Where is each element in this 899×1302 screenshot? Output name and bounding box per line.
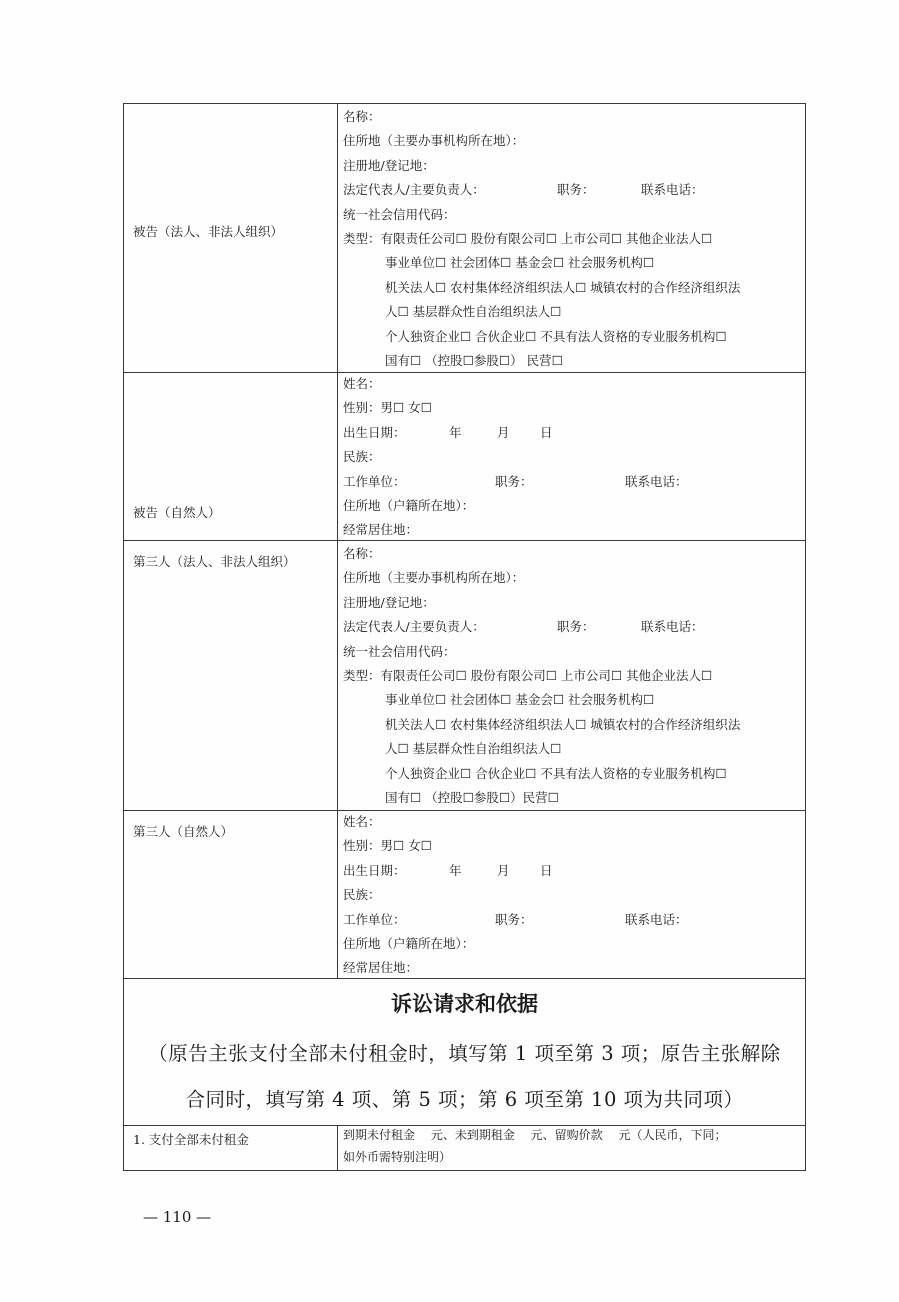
- registered-field: 注册地/登记地：: [343, 157, 435, 173]
- registered-field: 注册地/登记地：: [343, 594, 435, 610]
- claim-item-1-line: 到期未付租金 元、未到期租金 元、留购价款 元（人民币，下同；: [343, 1128, 727, 1142]
- type-options: 个人独资企业☐ 合伙企业☐ 不具有法人资格的专业服务机构☐: [385, 765, 727, 781]
- employer-field: 工作单位：: [343, 473, 406, 489]
- year-label: 年: [449, 862, 462, 878]
- rep-line: [343, 178, 740, 202]
- address-field: 住所地（主要办事机构所在地）：: [343, 570, 525, 586]
- domicile-field: 住所地（户籍所在地）：: [343, 935, 475, 951]
- type-options: 人☐ 基层群众性自治组织法人☐: [385, 741, 562, 757]
- residence-field: 经常居住地：: [343, 522, 419, 538]
- residence-field: 经常居住地：: [343, 960, 419, 976]
- claim-item-1-label: 1. 支付全部未付租金: [133, 1132, 249, 1147]
- type-label: 类型：: [343, 230, 381, 246]
- table-border: [123, 1170, 806, 1171]
- rep-field: 法定代表人/主要负责人：: [343, 619, 485, 635]
- type-options: 有限责任公司☐ 股份有限公司☐ 上市公司☐ 其他企业法人☐: [380, 667, 713, 683]
- birth-field: 出生日期：: [343, 862, 406, 878]
- type-label: 类型：: [343, 667, 381, 683]
- birth-line: [343, 421, 553, 445]
- position-field: 职务：: [495, 911, 533, 927]
- birth-field: 出生日期：: [343, 424, 406, 440]
- defendant-person-label: 被告（自然人）: [133, 505, 221, 520]
- phone-field: 联系电话：: [641, 619, 704, 635]
- employer-field: 工作单位：: [343, 911, 406, 927]
- type-options: 机关法人☐ 农村集体经济组织法人☐ 城镇农村的合作经济组织法: [385, 716, 741, 732]
- table-border: [123, 103, 806, 104]
- month-label: 月: [497, 862, 510, 878]
- name-field: 名称：: [343, 109, 381, 124]
- type-options: 有限责任公司☐ 股份有限公司☐ 上市公司☐ 其他企业法人☐: [380, 230, 713, 246]
- defendant-person-fields: [343, 372, 688, 543]
- third-org-label: 第三人（法人、非法人组织）: [133, 554, 296, 569]
- type-options: 个人独资企业☐ 合伙企业☐ 不具有法人资格的专业服务机构☐: [385, 328, 727, 344]
- month-label: 月: [497, 424, 510, 440]
- name-field: 姓名：: [343, 814, 381, 829]
- type-options: 国有☐ （控股☐参股☐） 民营☐: [385, 352, 563, 368]
- type-options: 事业单位☐ 社会团体☐ 基金会☐ 社会服务机构☐: [385, 255, 655, 271]
- sex-field: 性别：男☐ 女☐: [343, 400, 432, 416]
- credit-code-field: 统一社会信用代码：: [343, 643, 456, 659]
- type-options: 机关法人☐ 农村集体经济组织法人☐ 城镇农村的合作经济组织法: [385, 279, 741, 295]
- claim-item-1-line: 如外币需特别注明）: [343, 1150, 452, 1164]
- position-field: 职务：: [557, 619, 595, 635]
- claims-note-line1: （原告主张支付全部未付租金时，填写第 1 项至第 3 项；原告主张解除: [148, 1042, 781, 1065]
- page-number: — 110 —: [143, 1208, 212, 1226]
- sex-field: 性别：男☐ 女☐: [343, 838, 432, 854]
- claims-note-line2: 合同时，填写第 4 项、第 5 项；第 6 项至第 10 项为共同项）: [185, 1088, 744, 1111]
- type-line: [343, 664, 740, 688]
- defendant-org-fields: [343, 105, 740, 373]
- employer-line: [343, 908, 688, 932]
- claims-title: 诉讼请求和依据: [391, 991, 538, 1016]
- birth-line: [343, 859, 553, 883]
- rep-field: 法定代表人/主要负责人：: [343, 182, 485, 198]
- day-label: 日: [540, 424, 553, 440]
- third-org-fields: [343, 542, 740, 810]
- ethnicity-field: 民族：: [343, 887, 381, 903]
- name-field: 名称：: [343, 546, 381, 561]
- address-field: 住所地（主要办事机构所在地）：: [343, 133, 525, 149]
- position-field: 职务：: [495, 473, 533, 489]
- name-field: 姓名：: [343, 376, 381, 391]
- type-options: 国有☐ （控股☐参股☐）民营☐: [385, 789, 559, 805]
- phone-field: 联系电话：: [625, 473, 688, 489]
- third-person-label: 第三人（自然人）: [133, 824, 234, 839]
- day-label: 日: [540, 862, 553, 878]
- position-field: 职务：: [557, 182, 595, 198]
- type-options: 事业单位☐ 社会团体☐ 基金会☐ 社会服务机构☐: [385, 692, 655, 708]
- phone-field: 联系电话：: [625, 911, 688, 927]
- employer-line: [343, 470, 688, 494]
- rep-line: [343, 615, 740, 639]
- type-options: 人☐ 基层群众性自治组织法人☐: [385, 304, 562, 320]
- phone-field: 联系电话：: [641, 182, 704, 198]
- defendant-org-label: 被告（法人、非法人组织）: [133, 224, 284, 239]
- year-label: 年: [449, 424, 462, 440]
- column-divider: [337, 103, 338, 978]
- third-person-fields: [343, 810, 688, 981]
- credit-code-field: 统一社会信用代码：: [343, 206, 456, 222]
- claim-item-1-content: [343, 1124, 726, 1168]
- column-divider: [337, 1125, 338, 1170]
- type-line: [343, 227, 740, 251]
- ethnicity-field: 民族：: [343, 449, 381, 465]
- domicile-field: 住所地（户籍所在地）：: [343, 497, 475, 513]
